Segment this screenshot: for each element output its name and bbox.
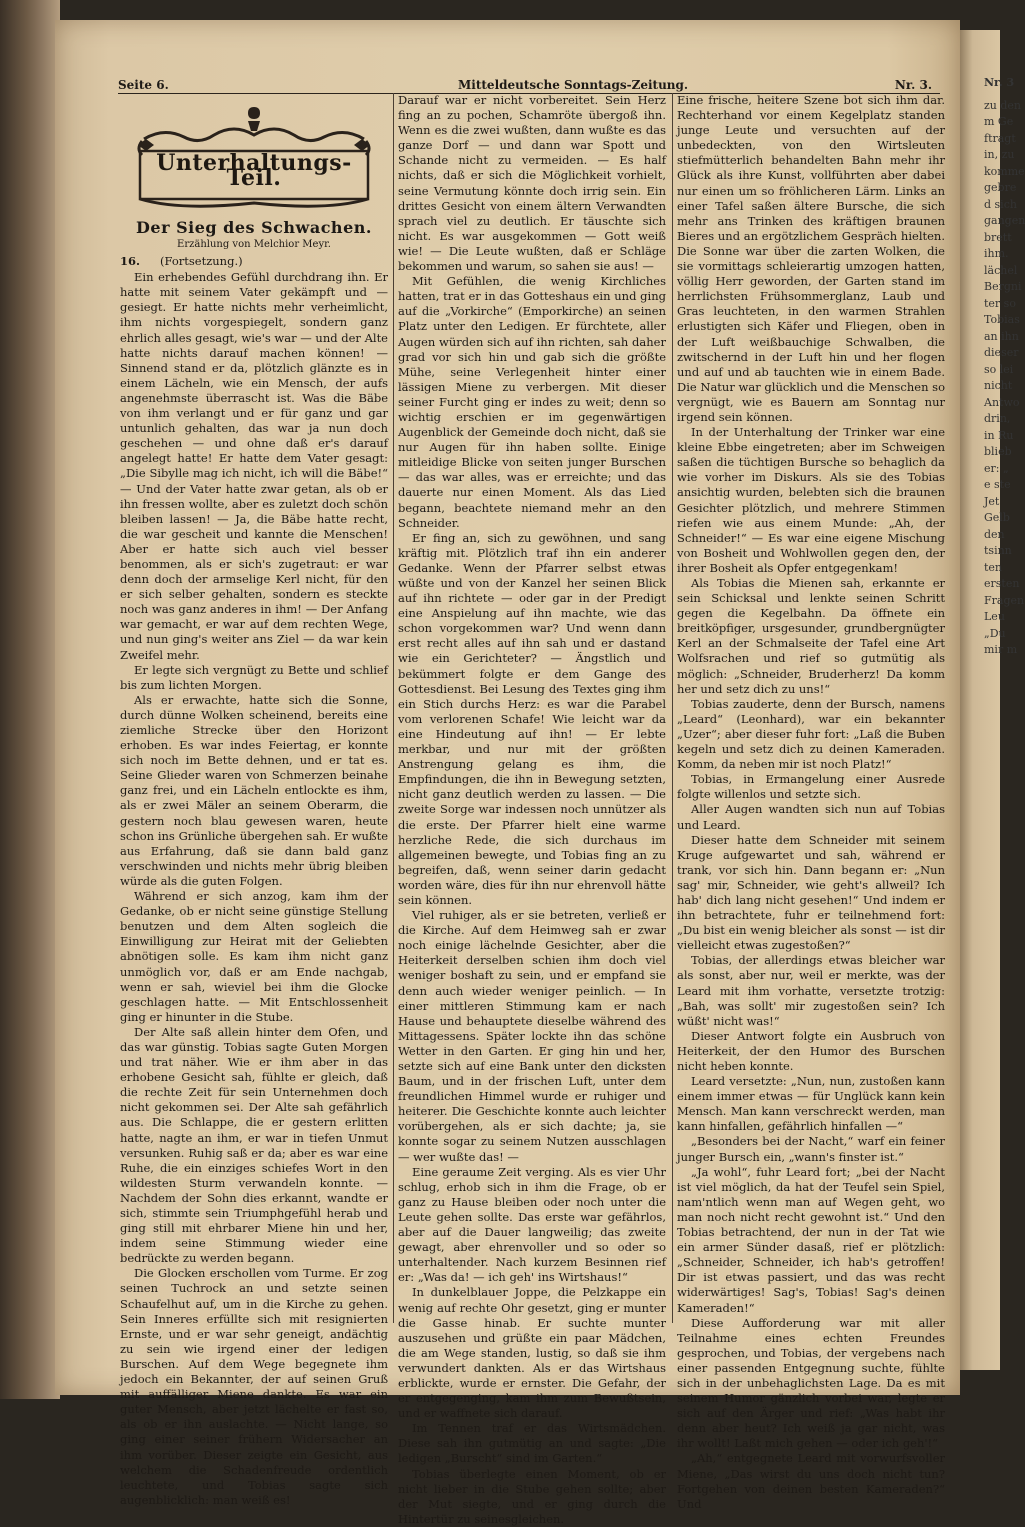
next-page-line: nicht: [984, 379, 1013, 392]
column-1-text: [120, 270, 388, 1508]
story-subtitle: Erzählung von Melchior Meyr.: [177, 239, 331, 251]
paragraph: Eine frische, heitere Szene bot sich ihm dar. Rechterhand vor einem Kegelplatz standen junge Leute und versuchten auf der unbedeckten, von den Wirtsleuten stiefmütterlich behandelten Bahn mehr ihr Glück als ihre Kunst, vollführten aber dabei nur einen um so fröhlicheren Lärm. Links an einer Tafel saßen ältere Bursche, die sich mehr ans Trinken des kräftigen braunen Bieres und an ergötzlichem Gespräch hielten. Die Sonne war über die zarten Wolken, die sie vormittags schleierartig umzogen hatten, völlig Herr geworden, der Garten stand im herrlichsten Frühsommerglanz, Laub und Gras leuchteten, in den warmen Strahlen erlustigten sich Käfer und Fliegen, oben in der Luft weißbauchige Schwalben, die zwitschernd in der Luft hin und her flogen und auf und ab tauchten wie in einem Bade. Die Natur war glücklich und die Menschen so vergnügt, wie es Bauern am Sonntag nur irgend sein können.: [677, 93, 945, 424]
next-page-line: er: „: [984, 461, 1009, 475]
next-page-line: gangen: [984, 214, 1025, 227]
column-2: [398, 93, 666, 1527]
column-divider-2: [672, 93, 673, 1323]
next-page-line: dieser: [984, 346, 1019, 359]
paragraph: Eine geraume Zeit verging. Als es vier Uhr schlug, erhob sich in ihm die Frage, ob er ganz zu Hause bleiben oder noch unter die Leute gehen sollte. Das erste war gefährlos, aber auf die Dauer langweilig; das zweite gewagt, aber ehrenvoller und so oder so unterhaltender. Nach kurzem Besinnen rief er: „Was da! — ich geh' ins Wirtshaus!“: [398, 1164, 666, 1285]
next-page-line: Antwo: [984, 395, 1020, 409]
paragraph: Diese Aufforderung war mit aller Teilnahme eines echten Freundes gesprochen, und Tobias, der vergebens nach einer passenden Entgegnung suchte, fühlte sich in der unbehaglichsten Lage. Da es mit seinem Humor gänzlich vorbei war, legte er sich auf den Ärger und rief: „Was habt ihr denn aber heut? Ich weiß ja gar nicht, was ihr wollt! Laßt mich gehen — oder ich geh'!“: [677, 1315, 945, 1451]
paragraph: Als er erwachte, hatte sich die Sonne, durch dünne Wolken scheinend, bereits eine ziemliche Strecke über den Horizont erhoben. Es war indes Feiertag, er konnte sich noch im Bette dehnen, und er tat es. Seine Glieder waren von Schmerzen beinahe ganz frei, und ein Lächeln entlockte es ihm, als er zwei Mäler an seinem Oberarm, die gestern noch blau gewesen waren, heute schon ins Grünliche übergehen sah. Er wußte aus Erfahrung, daß sie dann bald ganz verschwinden und nichts mehr übrig bleiben würde als die guten Folgen.: [120, 692, 388, 888]
next-page-header: Nr. 3: [984, 76, 1015, 89]
continuation-label: (Fortsetzung.): [160, 254, 243, 269]
next-page-line: zu den: [984, 98, 1022, 112]
column-1: [120, 93, 388, 1508]
next-page-line: komme: [984, 164, 1025, 178]
next-page-line: ersten: [984, 577, 1020, 590]
next-page-line: an ihn: [984, 329, 1019, 343]
paragraph: Tobias überlegte einen Moment, ob er nicht lieber in die Stube gehen sollte; aber der Mut siegte, und er ging durch die Hintertür zu seinesgleichen.: [398, 1466, 666, 1526]
paragraph: Tobias zauderte, denn der Bursch, namens „Leard“ (Leonhard), war ein bekannter „Uzer“; aber dieser fuhr fort: „Laß die Buben kegeln und setz dich zu deinen Kameraden. Komm, da neben mir ist noch Platz!“: [677, 696, 945, 772]
paragraph: Er legte sich vergnügt zu Bette und schlief bis zum lichten Morgen.: [120, 662, 388, 692]
next-page-line: ihm.: [984, 247, 1009, 260]
paragraph: Dieser hatte dem Schneider mit seinem Kruge aufgewartet und sah, während er trank, vor sich hin. Dann begann er: „Nun sag' mir, Schneider, wie geht's allweil? Ich hab' dich lang nicht gesehen!“ Und indem er ihn betrachtete, fuhr er teilnehmend fort: „Du bist ein wenig bleicher als sonst — ist dir vielleicht etwas zugestoßen?“: [677, 832, 945, 953]
column-3: [677, 93, 945, 1512]
paragraph: Aller Augen wandten sich nun auf Tobias und Leard.: [677, 802, 945, 832]
paragraph: Viel ruhiger, als er sie betreten, verließ er die Kirche. Auf dem Heimweg sah er zwar noch einige lächelnde Gesichter, aber die Heiterkeit derselben schien ihm doch viel weniger boshaft zu sein, und er empfand sie denn auch wieder weniger peinlich. — In einer mittleren Stimmung kam er nach Hause und behauptete dieselbe während des Mittagessens. Später lockte ihn das schöne Wetter in den Garten. Er ging hin und her, setzte sich auf eine Bank unter den dicksten Baum, und in der frischen Luft, unter dem freundlichen Himmel wurde er ruhiger und heiterer. Die Geschichte konnte auch leichter vorübergehen, als er sich dachte; ja, sie konnte sogar zu seinem Nutzen ausschlagen — wer wußte das! —: [398, 908, 666, 1164]
paragraph: Er fing an, sich zu gewöhnen, und sang kräftig mit. Plötzlich traf ihn ein anderer Gedanke. Wenn der Pfarrer selbst etwas wüßte und von der Kanzel her seinen Blick auf ihn richtete — oder gar in der Predigt eine Anspielung auf ihn machte, wie das schon vorgekommen war? Und wenn dann erst recht alles auf ihn sah und er dastand wie ein Gerichteter? — Ängstlich und bekümmert folgte er dem Gange des Gottesdienst. Bei Lesung des Textes ging ihm ein Stich durchs Herz: es war die Parabel vom verlorenen Schafe! Wie leicht war da eine Hindeutung auf ihn! — Er lebte merkbar, und nur mit der größten Anstrengung gelang es ihm, die Empfindungen, die ihn in Bewegung setzten, nicht ganz deutlich werden zu lassen. — Die zweite Sorge war indessen noch unnützer als die erste. Der Pfarrer hielt eine warme herzliche Rede, die sich durchaus im allgemeinen bewegte, und Tobias fing an zu begreifen, daß, wenn seiner darin gedacht worden wäre, dies für ihn nur ehrenvoll hätte sein können.: [398, 530, 666, 907]
next-page-line: so lei: [984, 362, 1014, 376]
next-page-line: mir m: [984, 643, 1018, 656]
paragraph: Darauf war er nicht vorbereitet. Sein Herz fing an zu pochen, Schamröte übergoß ihn. Wenn es die zwei wußten, dann wußte es das ganze Dorf — und dann war Spott und Schande nicht zu vermeiden. — Es half nichts, daß er sich die Möglichkeit vorhielt, seine Vermutung könnte doch irrig sein. Ein drittes Gesicht von einem ältern Verwandten sprach viel zu deutlich. Er täuschte sich nicht. Es war ausgekommen — Gott weiß wie! — Die Leute wußten, daß er Schläge bekommen und warum, so sahen sie aus! —: [398, 93, 666, 274]
paragraph: Während er sich anzog, kam ihm der Gedanke, ob er nicht seine günstige Stellung benutzen und dem Alten sogleich die Einwilligung zur Heirat mit der Geliebten abnötigen solle. Es kam ihm nicht ganz unmöglich vor, daß er am Ende nachgab, wenn er sah, wieviel bei ihm die Glocke geschlagen hatte. — Mit Entschlossenheit ging er hinunter in die Stube.: [120, 889, 388, 1024]
next-page-line: ter so: [984, 296, 1016, 310]
paragraph: „Besonders bei der Nacht,“ warf ein feiner junger Bursch ein, „wann's finster ist.“: [677, 1134, 945, 1164]
paragraph: Mit Gefühlen, die wenig Kirchliches hatten, trat er in das Gotteshaus ein und ging auf die „Vorkirche“ (Emporkirche) an seinen Platz unter den Ledigen. Er fürchtete, aller Augen würden sich auf ihn richten, sah daher grad vor sich hin und gab sich die größte Mühe, seine Verlegenheit hinter einer lässigen Miene zu verbergen. Mit dieser seiner Furcht ging er indes zu weit; denn so wichtig erschien er im gegenwärtigen Augenblick der Gemeinde doch nicht, daß sie nur Augen für ihn haben sollte. Einige mitleidige Blicke von seiten junger Burschen — das war alles, was er erreichte; und das dauerte nur einen Moment. Als das Lied begann, beachtete niemand mehr an den Schneider.: [398, 274, 666, 530]
paragraph: Die Glocken erschollen vom Turme. Er zog seinen Tuchrock an und setzte seinen Schaufelhut auf, um in die Kirche zu gehen. Sein Inneres erfüllte sich mit resignierten Ernste, und er war sehr geneigt, andächtig zu sein wie irgend einer der ledigen Burschen. Auf dem Wege begegnete ihm jedoch ein Bekannter, der auf seinen Gruß mit auffälliger Miene dankte. Es war ein guter Mensch, aber jetzt lächelte er fast so, als ob er ihn auslachte. — Nicht lange, so ging einer seiner frühern Widersacher an ihm vorüber. Dieser zeigte ein Gesicht, aus welchem die Schadenfreude ordentlich leuchtete, und Tobias sagte sich augenblicklich: man weiß es!: [120, 1266, 388, 1507]
column-divider-1: [393, 93, 394, 1323]
paragraph: „Ja wohl“, fuhr Leard fort; „bei der Nacht ist viel möglich, da hat der Teufel sein Spiel, nam'ntlich wenn man auf Wegen geht, wo man noch nicht recht gewohnt ist.“ Und den Tobias betrachtend, der nun in der Tat wie ein armer Sünder dasaß, rief er plötzlich: „Schneider, Schneider, ich hab's getroffen! Dir ist etwas passiert, und das was recht widerwärtiges! Sag's, Tobias! Sag's deinen Kameraden!“: [677, 1164, 945, 1315]
next-page-line: Jet: [984, 494, 1000, 508]
paragraph: Im Tennen traf er das Wirtsmädchen. Diese sah ihn gutmütig an und sagte: „Die ledigen „Burscht“ sind im Garten.“: [398, 1421, 666, 1466]
paragraph: Als Tobias die Mienen sah, erkannte er sein Schicksal und lenkte seinen Schritt gegen die Kegelbahn. Da öffnete ein breitköpfiger, ursgesunder, grundbergnügter Kerl an der Schmalseite der Tafel eine Art Wolfsrachen und rief so gutmütig als möglich: „Schneider, Bruderherz! Da komm her und setz dich zu uns!“: [677, 576, 945, 696]
next-page-line: ftragt: [984, 131, 1016, 145]
paragraph: „Ah,“ entgegnete Leard mit vorwurfsvoller Miene, „Das wirst du uns doch nicht tun? Fortgehen von deinen besten Kameraden?“ Und: [677, 1451, 945, 1511]
section-title: Unterhaltungs-Teil.: [156, 150, 352, 192]
next-page-edge: [958, 30, 1025, 1370]
next-page-line: in, zu: [984, 148, 1015, 161]
next-page-line: drin,: [984, 412, 1011, 425]
next-page-line: blieb: [984, 445, 1012, 458]
section-banner: [134, 99, 374, 214]
next-page-line: d sich: [984, 197, 1017, 211]
page-number: Seite 6.: [118, 78, 169, 92]
next-page-line: Bergni: [984, 280, 1022, 293]
next-page-line: in Ru: [984, 428, 1014, 442]
next-page-line: e ste: [984, 478, 1011, 491]
book-binding: [0, 0, 60, 1399]
next-page-line: Fragen: [984, 593, 1025, 607]
story-title: Der Sieg des Schwachen.: [136, 218, 372, 237]
column-2-text: [398, 93, 666, 1527]
part-line: [120, 254, 388, 270]
next-page-line: lächel: [984, 263, 1018, 277]
issue-number: Nr. 3.: [894, 78, 932, 92]
next-page-line: „Du: [984, 626, 1006, 640]
next-page-line: Tobias: [984, 313, 1020, 326]
next-page-line: gebre: [984, 181, 1017, 194]
paragraph: Tobias, in Ermangelung einer Ausrede folgte willenlos und setzte sich.: [677, 772, 945, 802]
next-page-fragments: [958, 98, 1025, 659]
next-page-line: m Ge: [984, 115, 1014, 128]
paragraph: Der Alte saß allein hinter dem Ofen, und das war günstig. Tobias sagte Guten Morgen und trat näher. Wie er ihm aber in das erhobene Gesicht sah, fühlte er gleich, daß die rechte Zeit für sein Unternehmen doch nicht gekommen sei. Der Alte sah gefährlich aus. Die Schlappe, die er gestern erlitten hatte, nagte an ihm, er war in tiefen Unmut versunken. Ruhig saß er da; aber es war eine Ruhe, die ein einziges schiefes Wort in den wildesten Sturm verwandeln konnte. — Nachdem der Sohn dies erkannt, wandte er sich, stimmte sein Triumphgefühl herab und ging still mit ehrbarer Miene hin und her, indem seine Stimmung wieder eine bedrückte zu werden begann.: [120, 1024, 388, 1266]
paragraph: Tobias, der allerdings etwas bleicher war als sonst, aber nur, weil er merkte, was der Leard mit ihm vorhatte, versetzte trotzig: „Bah, was sollt' mir zugestoßen sein? Ich wüßt' nicht was!“: [677, 953, 945, 1028]
part-number: 16.: [120, 254, 141, 269]
column-3-text: [677, 93, 945, 1512]
paragraph: In dunkelblauer Joppe, die Pelzkappe ein wenig auf rechte Ohr gesetzt, ging er munter die Gasse hinab. Er suchte munter auszusehen und grüßte ein paar Mädchen, die am Wege standen, lustig, so daß sie ihm verwundert dankten. Als er das Wirtshaus erblickte, wurde er ernster. Die Gefahr, der er entgegenging, kam ihm zum Bewußtsein, und er waffnete sich darauf.: [398, 1285, 666, 1421]
paragraph: Leard versetzte: „Nun, nun, zustoßen kann einem immer etwas — für Unglück kann kein Mensch. Man kann verschreckt werden, man kann hinfallen, gefährlich hinfallen —“: [677, 1074, 945, 1134]
paragraph: Dieser Antwort folgte ein Ausbruch von Heiterkeit, der den Humor des Burschen nicht heben konnte.: [677, 1028, 945, 1073]
next-page-line: brett: [984, 230, 1012, 244]
next-page-line: Gelb: [984, 511, 1010, 524]
next-page-line: Leu: [984, 610, 1005, 623]
next-page-line: ten: [984, 560, 1003, 574]
paragraph: In der Unterhaltung der Trinker war eine kleine Ebbe eingetreten; aber im Schweigen saßen die tüchtigen Bursche so behaglich da wie vorher im Diskurs. Als sie des Tobias ansichtig wurden, belebten sich die braunen Gesichter plötzlich, und mehrere Stimmen riefen wie aus einem Munde: „Ah, der Schneider!“ — Es war eine eigene Mischung von Bosheit und Wohlwollen gegen den, der ihrer Bosheit als Opfer entgegenkam!: [677, 425, 945, 575]
paragraph: Ein erhebendes Gefühl durchdrang ihn. Er hatte mit seinem Vater gekämpft und — gesiegt. Er hatte nichts mehr verheimlicht, ihm nichts vorgespiegelt, sondern ganz ehrlich alles gesagt, wie's war — und der Alte hatte nichts darauf machen können! — Sinnend stand er da, plötzlich glänzte es in einem Lächeln, wie ein Mensch, der aufs angenehmste überrascht ist. Was die Bäbe von ihm verlangt und er für ganz und gar untunlich gehalten, das war ja nun doch geschehen — und ohne daß er's darauf angelegt hatte! Er hatte dem Vater gesagt: „Die Sibylle mag ich nicht, ich will die Bäbe!“ — Und der Vater hatte zwar getan, als ob er ihn fressen wollte, aber es zuletzt doch schön bleiben lassen! — Ja, die Bäbe hatte recht, die war gescheit und kannte die Menschen! Aber er hatte sich auch viel besser benommen, als er sich's zugetraut: er war denn doch der armselige Kerl nicht, für den er sich selber gehalten, sondern es steckte noch was ganz anderes in ihm! — Der Anfang war gemacht, er war auf dem rechten Wege, und nun ging's weiter ans Ziel — da war kein Zweifel mehr.: [120, 270, 388, 662]
newspaper-title: Mitteldeutsche Sonntags-Zeitung.: [458, 78, 689, 92]
next-page-line: tsinn: [984, 544, 1012, 557]
next-page-line: den: [984, 527, 1005, 541]
